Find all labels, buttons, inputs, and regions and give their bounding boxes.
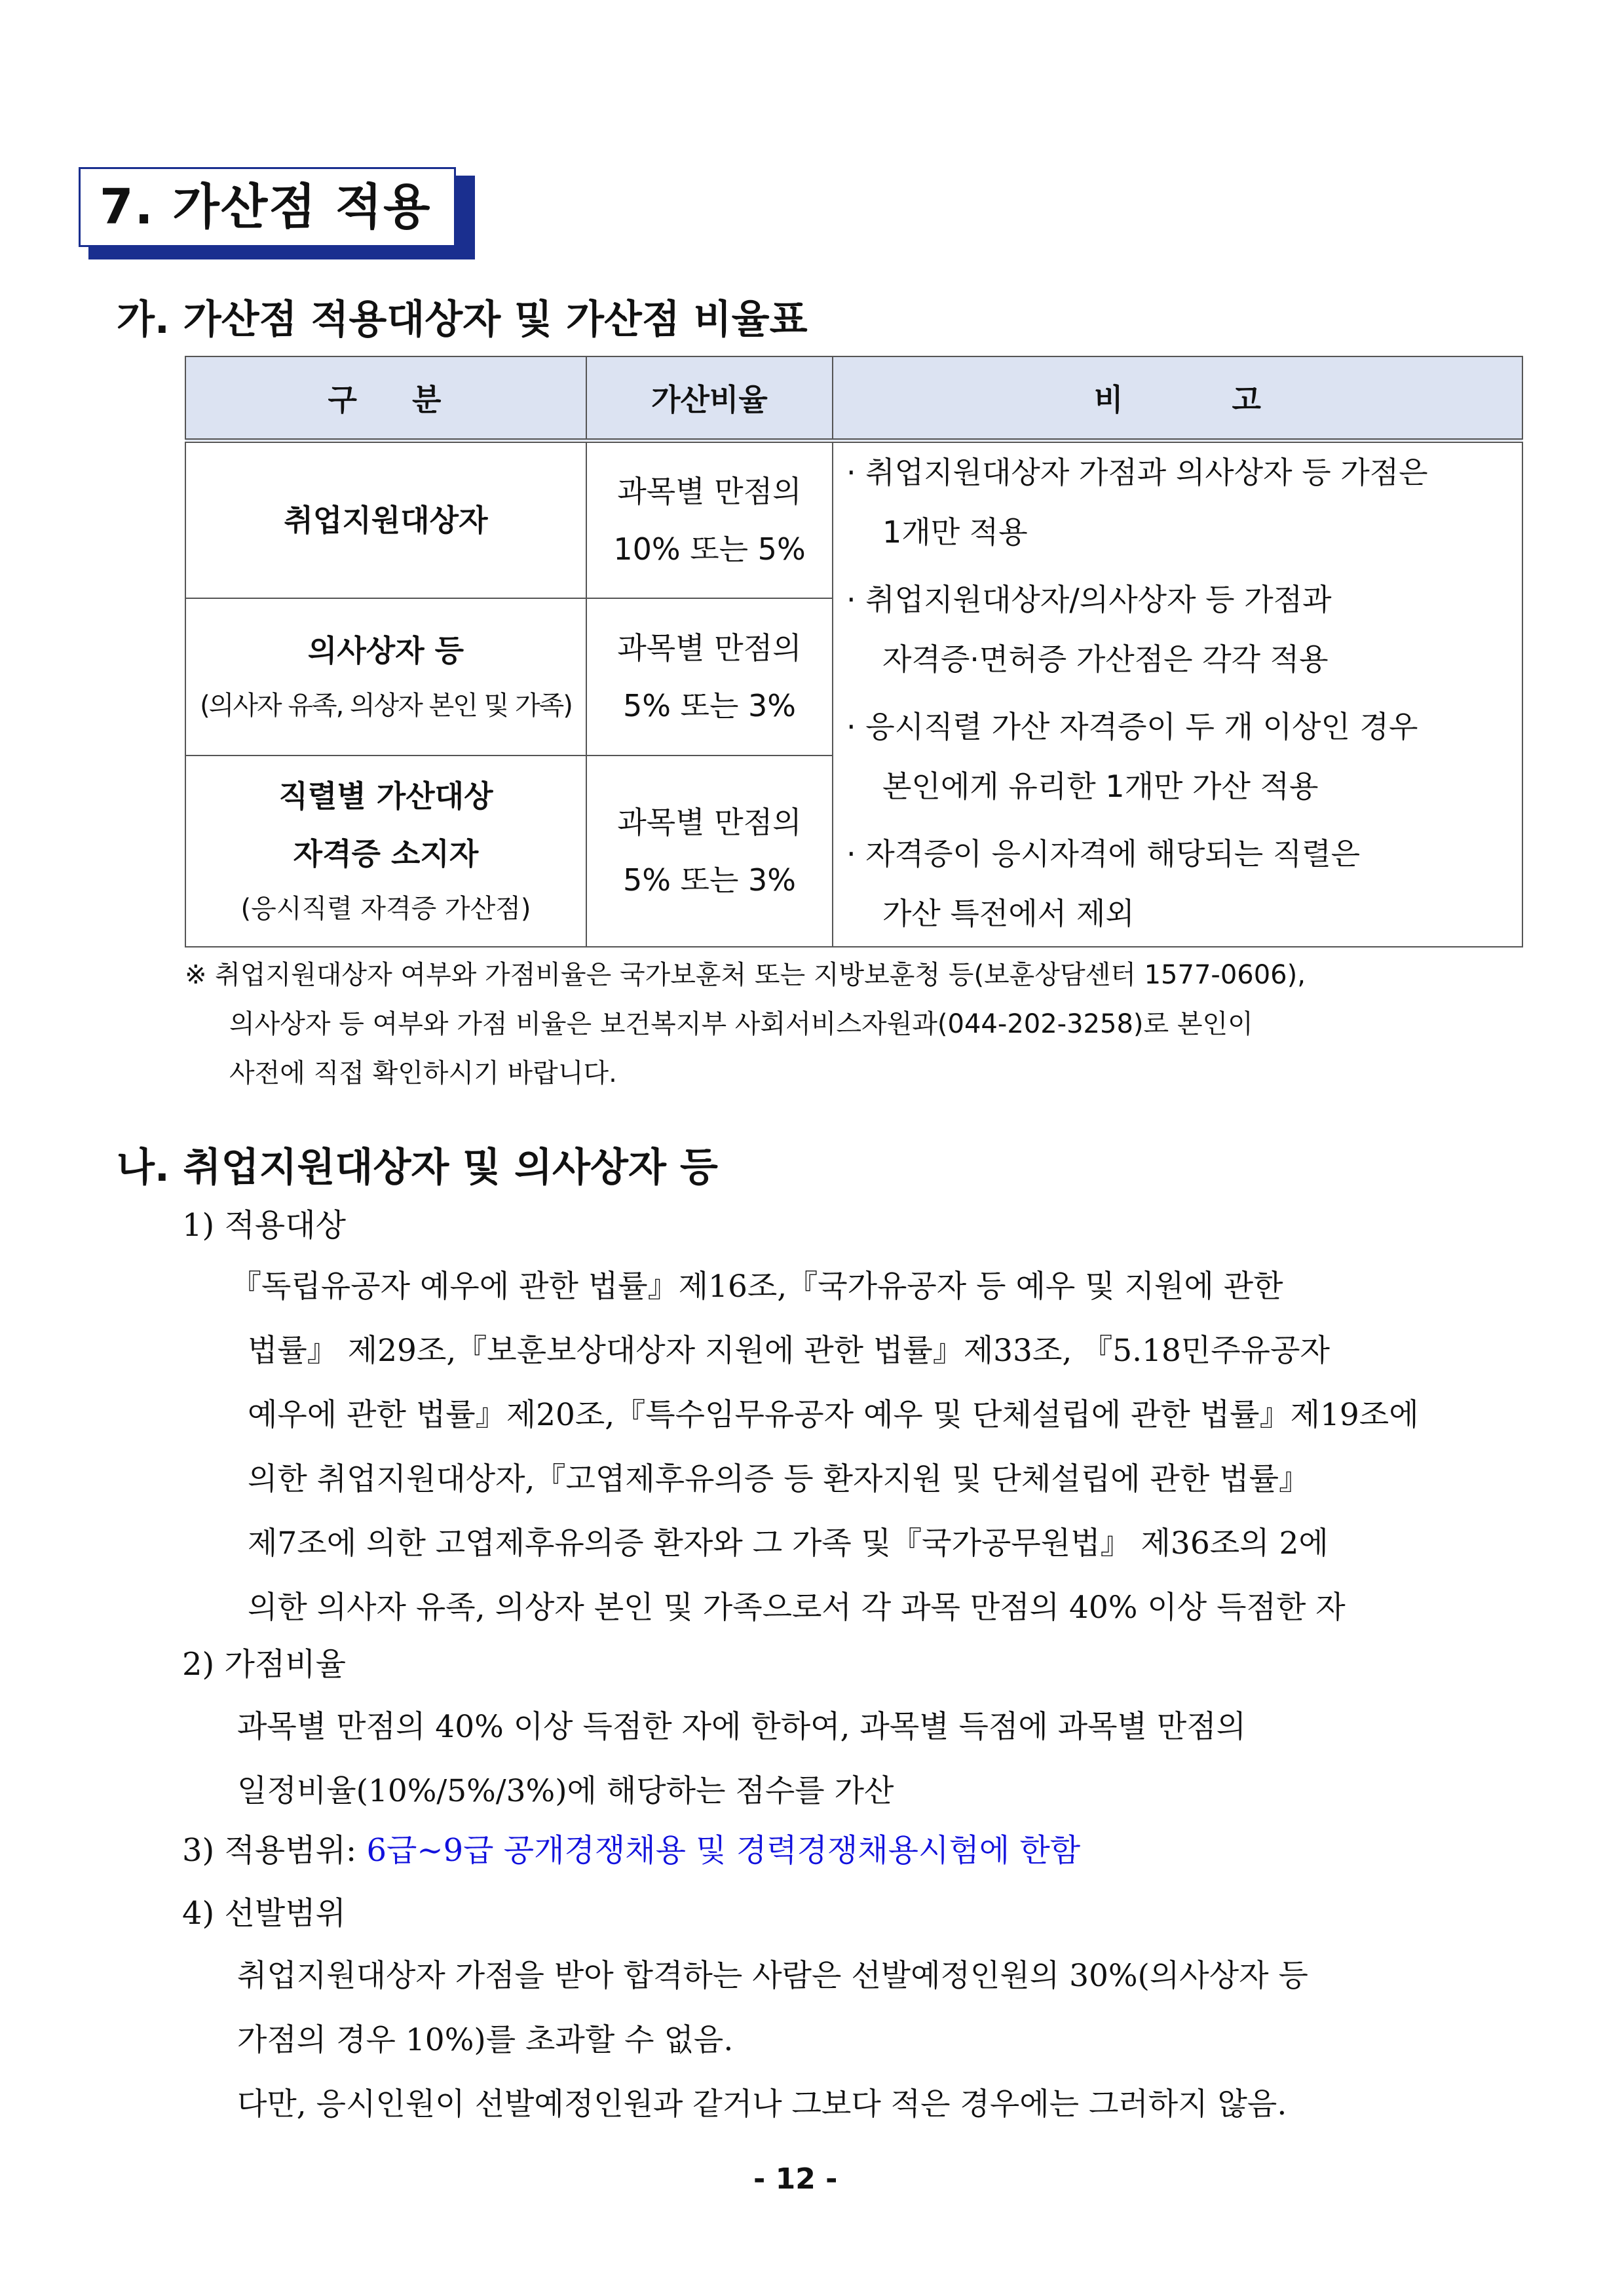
page-number: - 12 -	[753, 2162, 838, 2196]
remark-line: 1개만 적용	[882, 514, 1028, 550]
header-ratio: 가산비율	[586, 356, 833, 441]
ratio-text: 5% 또는 3%	[622, 862, 797, 898]
header-remarks: 비 고	[833, 356, 1522, 441]
ratio-text-line: 과목별 만점의 40% 이상 득점한 자에 한하여, 과목별 득점에 과목별 만점의	[237, 1709, 1247, 1745]
table-header-row	[185, 356, 1522, 441]
note-line: 사전에 직접 확인하시기 바랍니다.	[229, 1058, 617, 1088]
remark-line: · 자격증이 응시자격에 해당되는 직렬은	[846, 836, 1361, 871]
item-range	[182, 1824, 1080, 1877]
header-category: 구 분	[185, 356, 586, 441]
category-label: 직렬별 가산대상	[278, 778, 493, 814]
ratio-text-line: 일정비율(10%/5%/3%)에 해당하는 점수를 가산	[237, 1773, 894, 1809]
item-selection-label: 4) 선발범위	[182, 1895, 346, 1932]
remark-line: · 취업지원대상자/의사상자 등 가점과	[846, 582, 1332, 617]
note-line: ※ 취업지원대상자 여부와 가점비율은 국가보훈처 또는 지방보훈청 등(보훈상담센터 1577-0606),	[185, 960, 1306, 990]
category-label: 자격증 소지자	[293, 835, 479, 871]
item-scope-label: 1) 적용대상	[182, 1207, 346, 1244]
scope-text-line: 제7조에 의한 고엽제후유의증 환자와 그 가족 및『국가공무원법』 제36조의 2에	[248, 1525, 1329, 1561]
section-title: 7. 가산점 적용	[100, 179, 432, 235]
ratio-cell	[586, 441, 833, 598]
remark-line: 자격증·면허증 가산점은 각각 적용	[882, 641, 1329, 677]
subsection-b-heading: 나. 취업지원대상자 및 의사상자 등	[117, 1145, 718, 1191]
selection-text-line: 가점의 경우 10%)를 초과할 수 없음.	[237, 2022, 734, 2058]
scope-text-line: 의한 의사자 유족, 의상자 본인 및 가족으로서 각 과목 만점의 40% 이상 득점한 자	[248, 1590, 1346, 1626]
item-ratio-label: 2) 가점비율	[182, 1646, 346, 1683]
selection-text-line: 다만, 응시인원이 선발예정인원과 같거나 그보다 적은 경우에는 그러하지 않음.	[237, 2086, 1287, 2122]
scope-text-line: 의한 취업지원대상자,『고엽제후유의증 등 환자지원 및 단체설립에 관한 법률』	[248, 1461, 1310, 1497]
category-sublabel: (응시직렬 자격증 가산점)	[240, 893, 531, 924]
selection-text-line: 취업지원대상자 가점을 받아 합격하는 사람은 선발예정인원의 30%(의사상자 등	[237, 1958, 1308, 1994]
category-sublabel: (의사자 유족, 의상자 본인 및 가족)	[200, 690, 572, 721]
ratio-text: 과목별 만점의	[617, 473, 802, 509]
remarks-cell	[833, 441, 1522, 947]
category-label: 취업지원대상자	[284, 502, 488, 538]
item-range-label: 3) 적용범위:	[182, 1832, 357, 1869]
category-cell	[185, 441, 586, 598]
scope-text-line: 예우에 관한 법률』제20조,『특수임무유공자 예우 및 단체설립에 관한 법률』제19조에	[248, 1397, 1419, 1433]
category-cell	[185, 598, 586, 756]
ratio-text: 10% 또는 5%	[613, 531, 806, 567]
scope-text-line: 『독립유공자 예우에 관한 법률』제16조,『국가유공자 등 예우 및 지원에 관한	[231, 1269, 1283, 1305]
remark-line: 가산 특전에서 제외	[882, 896, 1135, 931]
category-cell	[185, 756, 586, 947]
table-row	[185, 441, 1522, 598]
ratio-text: 과목별 만점의	[617, 804, 802, 840]
item-range-value: 6급∼9급 공개경쟁채용 및 경력경쟁채용시험에 한함	[366, 1832, 1081, 1869]
subsection-a-heading: 가. 가산점 적용대상자 및 가산점 비율표	[117, 297, 808, 343]
scope-text-line: 법률』 제29조,『보훈보상대상자 지원에 관한 법률』제33조, 『5.18민주유공자	[248, 1333, 1330, 1369]
ratio-text: 5% 또는 3%	[622, 687, 797, 723]
note-line: 의사상자 등 여부와 가점 비율은 보건복지부 사회서비스자원과(044-202-3258)로 본인이	[229, 1009, 1253, 1039]
bonus-ratio-table	[185, 356, 1523, 947]
ratio-text: 과목별 만점의	[617, 630, 802, 666]
remark-line: · 응시직렬 가산 자격증이 두 개 이상인 경우	[846, 709, 1418, 744]
category-label: 의사상자 등	[307, 632, 464, 668]
remark-line: · 취업지원대상자 가점과 의사상자 등 가점은	[846, 455, 1428, 490]
remark-line: 본인에게 유리한 1개만 가산 적용	[882, 769, 1319, 804]
ratio-cell	[586, 756, 833, 947]
ratio-cell	[586, 598, 833, 756]
